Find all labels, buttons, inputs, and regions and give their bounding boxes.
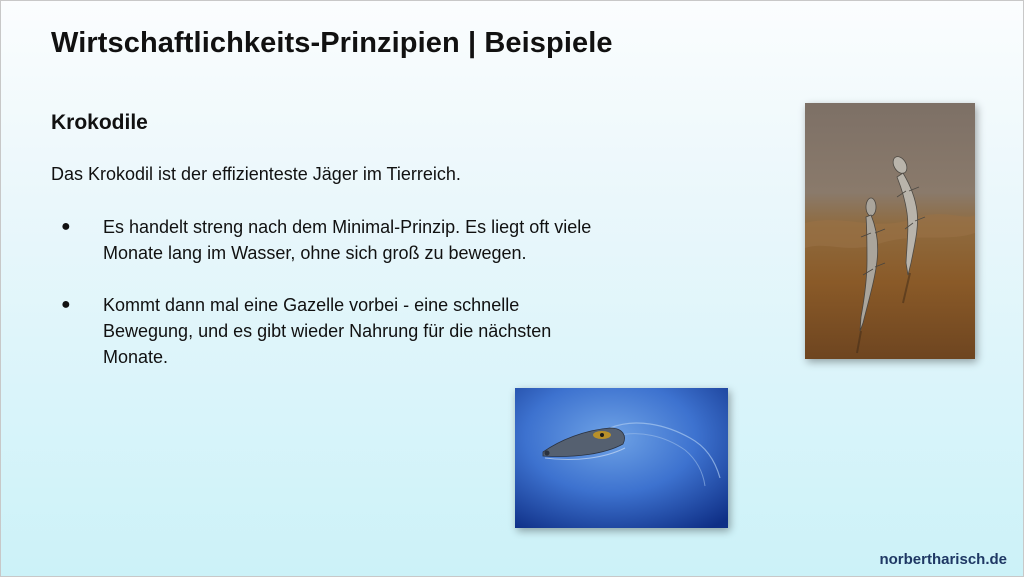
crocodile-in-water-photo [515,388,728,528]
bullet-item [51,214,611,266]
bullet-icon: ● [61,296,71,313]
intro-text: Das Krokodil ist der effizienteste Jäger im Tierreich. [51,164,461,184]
bullet-text: Es handelt streng nach dem Minimal-Prinzip. Es liegt oft viele Monate lang im Wasser, ohne sich groß zu bewegen. [103,217,592,263]
bullet-list [51,214,611,396]
slide-subtitle: Krokodile [51,111,148,134]
bullet-text: Kommt dann mal eine Gazelle vorbei - eine schnelle Bewegung, und es gibt wieder Nahrung für die nächsten Monate. [103,295,552,367]
footer-website: norbertharisch.de [879,551,1007,568]
bullet-item [51,292,611,370]
crocodiles-on-sand-photo [805,103,975,359]
slide-title: Wirtschaftlichkeits-Prinzipien | Beispiele [51,27,613,59]
bullet-icon: ● [61,218,71,235]
